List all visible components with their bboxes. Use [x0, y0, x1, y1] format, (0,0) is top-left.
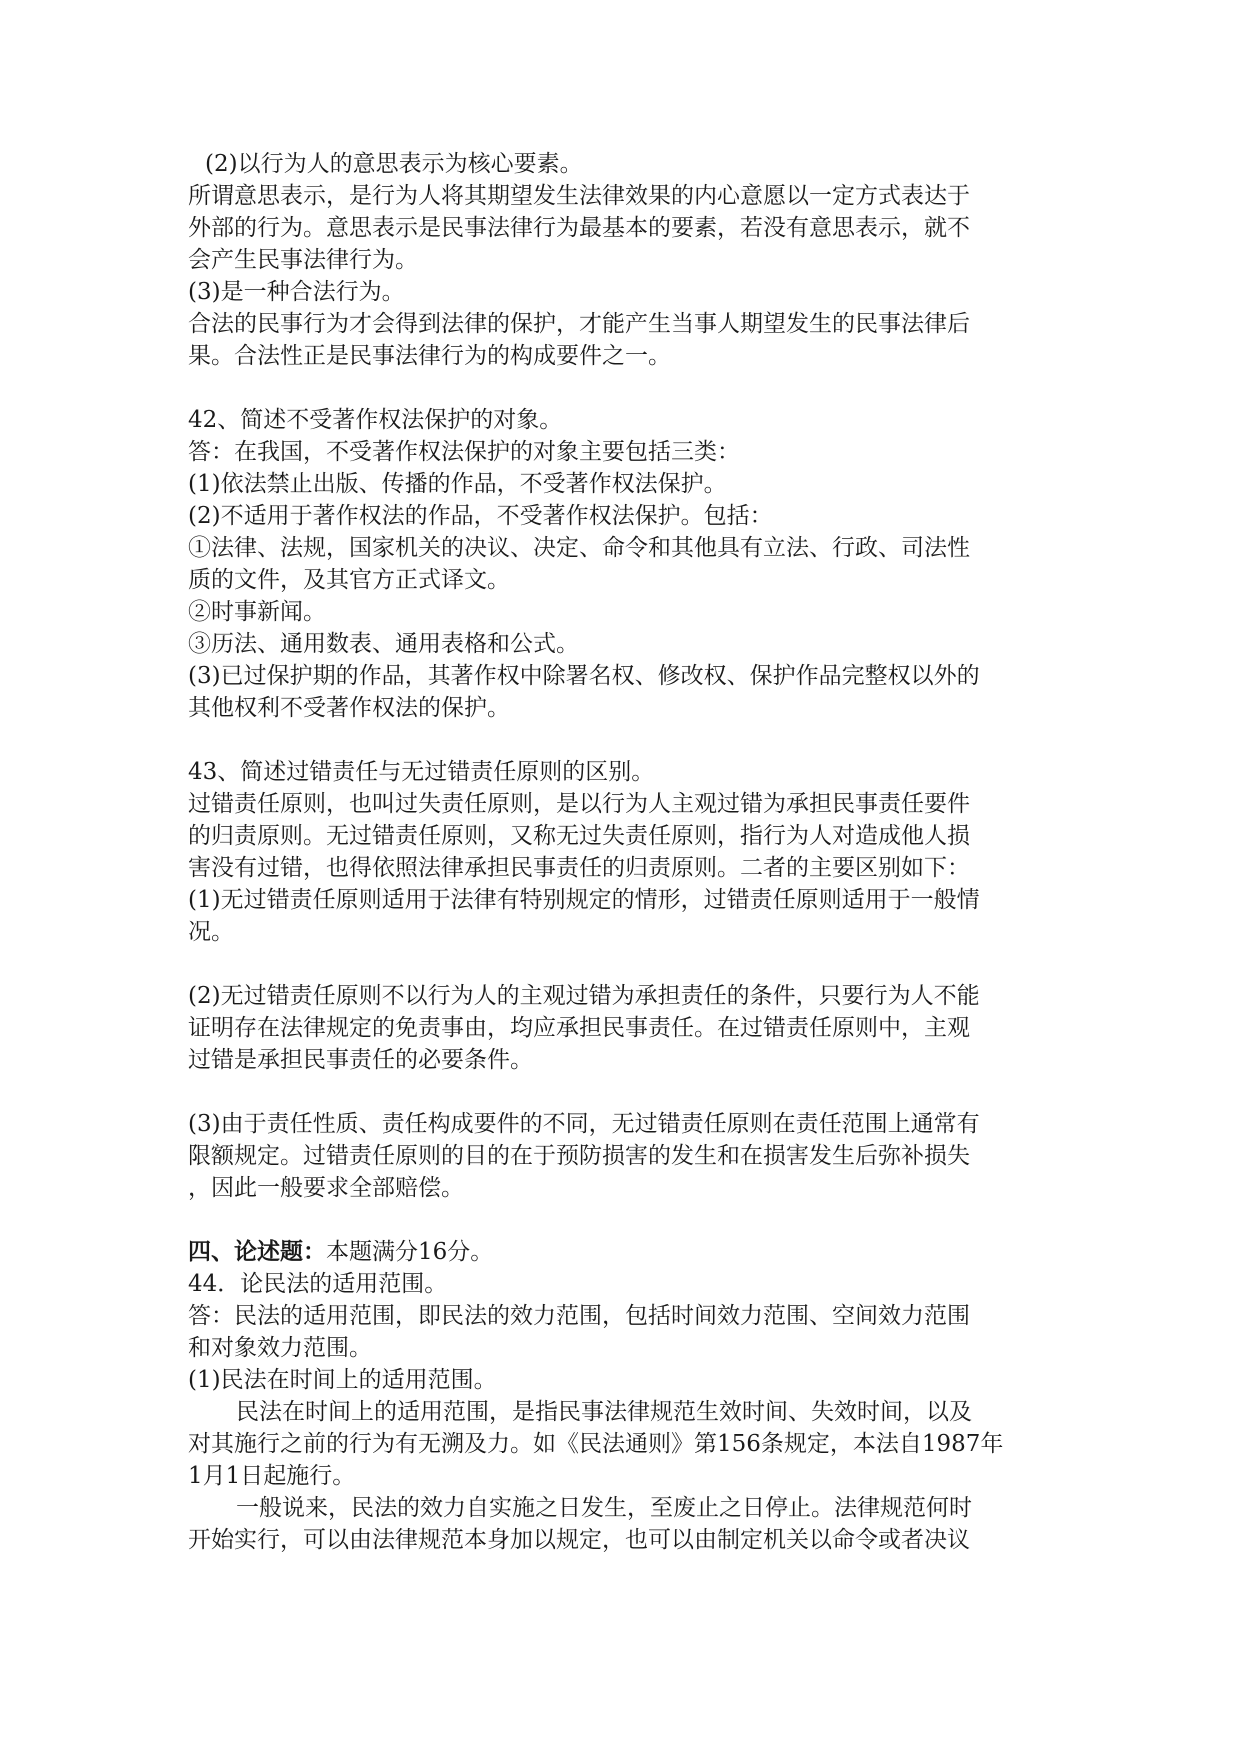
paragraph-line: (1)民法在时间上的适用范围。 [188, 1367, 497, 1393]
question-title: 44．论民法的适用范围。 [188, 1271, 448, 1297]
section-heading-line [188, 1236, 1058, 1268]
paragraph-line: 所谓意思表示，是行为人将其期望发生法律效果的内心意愿以一定方式表达于 [188, 183, 970, 209]
paragraph-line: ③历法、通用数表、通用表格和公式。 [188, 631, 579, 657]
paragraph-line: 外部的行为。意思表示是民事法律行为最基本的要素，若没有意思表示，就不 [188, 215, 970, 241]
question-title: 42、简述不受著作权法保护的对象。 [188, 407, 563, 433]
spacer [188, 724, 1058, 756]
paragraph-line: 的归责原则。无过错责任原则，又称无过失责任原则，指行为人对造成他人损 [188, 823, 970, 849]
paragraph-line: 答：在我国，不受著作权法保护的对象主要包括三类： [188, 439, 740, 465]
paragraph-line: 其他权利不受著作权法的保护。 [188, 695, 510, 721]
section-heading: 四、论述题： [188, 1238, 326, 1265]
paragraph-line: (2)以行为人的意思表示为核心要素。 [205, 151, 583, 177]
paragraph-line: 过错责任原则，也叫过失责任原则，是以行为人主观过错为承担民事责任要件 [188, 791, 970, 817]
paragraph-line: (3)已过保护期的作品，其著作权中除署名权、修改权、保护作品完整权以外的 [188, 663, 980, 689]
paragraph-line: 害没有过错，也得依照法律承担民事责任的归责原则。二者的主要区别如下： [188, 855, 970, 881]
paragraph-line: ②时事新闻。 [188, 599, 326, 625]
paragraph-line: 过错是承担民事责任的必要条件。 [188, 1047, 533, 1073]
paragraph-line: (3)是一种合法行为。 [188, 279, 405, 305]
spacer [188, 1076, 1058, 1108]
spacer [188, 948, 1058, 980]
paragraph-line: 合法的民事行为才会得到法律的保护，才能产生当事人期望发生的民事法律后 [188, 311, 970, 337]
document-page [188, 148, 1058, 1556]
paragraph-line: ①法律、法规，国家机关的决议、决定、命令和其他具有立法、行政、司法性 [188, 535, 970, 561]
paragraph-line: 和对象效力范围。 [188, 1335, 372, 1361]
paragraph-line: (1)依法禁止出版、传播的作品，不受著作权法保护。 [188, 471, 727, 497]
paragraph-line: (3)由于责任性质、责任构成要件的不同，无过错责任原则在责任范围上通常有 [188, 1111, 980, 1137]
paragraph-line: 对其施行之前的行为有无溯及力。如《民法通则》第156条规定，本法自1987年 [188, 1431, 1004, 1457]
paragraph-line: 况。 [188, 919, 234, 945]
paragraph-line: 答：民法的适用范围，即民法的效力范围，包括时间效力范围、空间效力范围 [188, 1303, 970, 1329]
spacer [188, 1204, 1058, 1236]
paragraph-line: 1月1日起施行。 [188, 1463, 356, 1489]
paragraph-line: 一般说来，民法的效力自实施之日发生，至废止之日停止。法律规范何时 [236, 1495, 972, 1521]
paragraph-line: 限额规定。过错责任原则的目的在于预防损害的发生和在损害发生后弥补损失 [188, 1143, 970, 1169]
section-note: 本题满分16分。 [326, 1239, 494, 1265]
paragraph-line: (1)无过错责任原则适用于法律有特别规定的情形，过错责任原则适用于一般情 [188, 887, 980, 913]
paragraph-line: 会产生民事法律行为。 [188, 247, 418, 273]
question-title: 43、简述过错责任与无过错责任原则的区别。 [188, 759, 655, 785]
paragraph-line: 果。合法性正是民事法律行为的构成要件之一。 [188, 343, 671, 369]
paragraph-line: 开始实行，可以由法律规范本身加以规定，也可以由制定机关以命令或者决议 [188, 1527, 970, 1553]
paragraph-line: 证明存在法律规定的免责事由，均应承担民事责任。在过错责任原则中，主观 [188, 1015, 970, 1041]
paragraph-line: (2)不适用于著作权法的作品，不受著作权法保护。包括： [188, 503, 773, 529]
paragraph-line: 质的文件，及其官方正式译文。 [188, 567, 510, 593]
spacer [188, 372, 1058, 404]
paragraph-line: (2)无过错责任原则不以行为人的主观过错为承担责任的条件，只要行为人不能 [188, 983, 980, 1009]
paragraph-line: 民法在时间上的适用范围，是指民事法律规范生效时间、失效时间，以及 [236, 1399, 972, 1425]
paragraph-line: ，因此一般要求全部赔偿。 [188, 1175, 464, 1201]
